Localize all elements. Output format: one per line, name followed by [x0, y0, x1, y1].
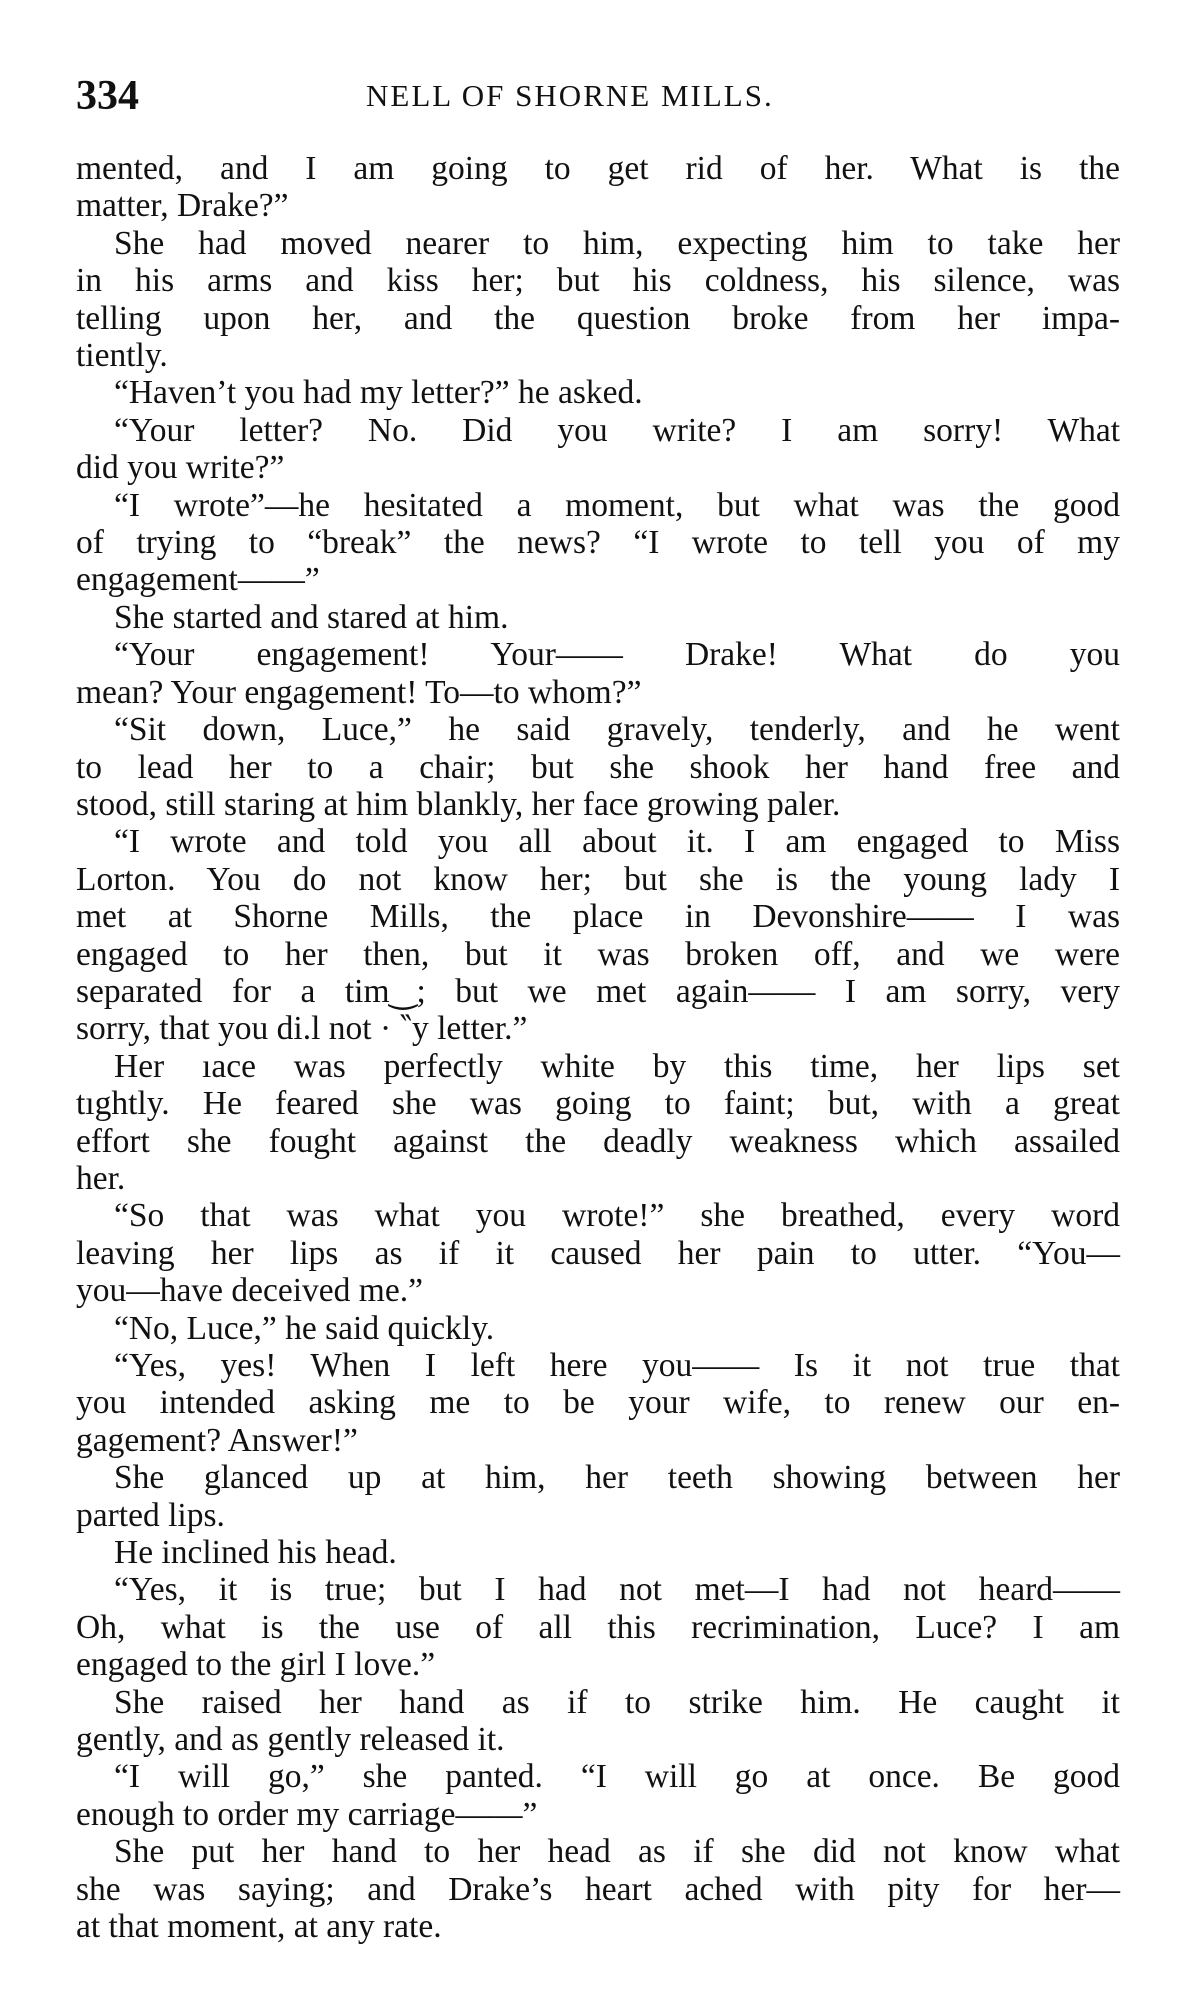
- text-line: sorry, that you di.l not · ‶y letter.”: [76, 1010, 528, 1048]
- text-line: of trying to “break” the news? “I wrote to tell you of my: [76, 524, 1120, 562]
- text-line: engaged to the girl I love.”: [76, 1646, 436, 1684]
- text-line: engagement——”: [76, 561, 320, 599]
- text-line: She started and stared at him.: [114, 598, 509, 636]
- text-line: “Your engagement! Your—— Drake! What do you: [114, 636, 1120, 674]
- text-line: Oh, what is the use of all this recrimination, Luce? I am: [76, 1608, 1120, 1646]
- page-header: [76, 72, 1116, 120]
- text-line: you intended asking me to be your wife, to renew our en-: [76, 1384, 1120, 1422]
- page-number: 334: [76, 73, 139, 119]
- text-line: in his arms and kiss her; but his coldness, his silence, was: [76, 262, 1120, 300]
- text-line: separated for a tim‿; but we met again—— I am sorry, very: [76, 972, 1120, 1010]
- text-line: her.: [76, 1159, 126, 1197]
- text-line: She put her hand to her head as if she did not know what: [114, 1833, 1120, 1871]
- text-line: “Yes, yes! When I left here you—— Is it not true that: [114, 1347, 1120, 1384]
- text-line: met at Shorne Mills, the place in Devonshire—— I was: [76, 898, 1120, 936]
- text-line: leaving her lips as if it caused her pain to utter. “You—: [76, 1234, 1120, 1272]
- text-line: engaged to her then, but it was broken off, and we were: [76, 935, 1120, 973]
- text-line: gagement? Answer!”: [76, 1421, 358, 1459]
- text-line: effort ѕhe fought against the deadly weakness which assailed: [76, 1122, 1120, 1160]
- text-line: She glanced up at him, her teeth showing between her: [114, 1459, 1120, 1497]
- text-line: Lorton. You do not know her; but she is the young lady I: [76, 860, 1120, 898]
- text-line: stood, still staring at him blankly, her face growing paler.: [76, 785, 841, 823]
- text-line: “No, Luce,” he said quickly.: [114, 1309, 495, 1347]
- text-line: to lead her to a chair; but she shook her hand free and: [76, 748, 1120, 786]
- text-line: tıghtly. He feared she was going to faint; but, with a great: [76, 1085, 1120, 1123]
- text-line: she was saying; and Drake’s heart ached with pity for her—: [76, 1870, 1120, 1908]
- text-line: matter, Drake?”: [76, 187, 289, 225]
- text-line: “So that was what you wrote!” she breathed, every word: [114, 1197, 1120, 1235]
- text-line: parted lips.: [76, 1496, 225, 1534]
- running-title: NELL OF SHORNE MILLS.: [366, 78, 774, 113]
- text-line: gently, and as gently released it.: [76, 1721, 505, 1759]
- text-line: He inclined his head.: [114, 1534, 397, 1572]
- text-line: “Sit down, Luce,” he said gravely, tenderly, and he went: [114, 711, 1120, 749]
- text-line: mented, and I am going to get rid of her. What is the: [76, 150, 1120, 187]
- text-line: “Haven’t you had my letter?” he asked.: [114, 374, 643, 412]
- text-line: at that moment, at any rate.: [76, 1908, 442, 1946]
- text-line: She had moved nearer to him, expecting him to take her: [114, 224, 1120, 262]
- text-line: did you write?”: [76, 449, 285, 487]
- text-line: “I will go,” she panted. “I will go at once. Be good: [114, 1758, 1120, 1796]
- text-line: telling upon her, and the question broke from her impa-: [76, 299, 1120, 337]
- text-line: tiently.: [76, 337, 168, 375]
- text-line: “Your letter? No. Did you write? I am sorry! What: [114, 411, 1120, 449]
- text-line: “Yes, it is true; but I had not met—I had not heard——: [114, 1571, 1120, 1609]
- text-line: “I wrote”—he hesitated a moment, but what was the good: [114, 486, 1120, 524]
- text-line: Her ıace was perfectly white by this time, her lips set: [114, 1047, 1120, 1085]
- body-text: [76, 150, 1120, 1946]
- text-line: you—have deceived me.”: [76, 1272, 423, 1310]
- text-line: She raised her hand as if to strike him. He caught it: [114, 1683, 1120, 1721]
- text-line: mean? Your engagement! To—to whom?”: [76, 673, 642, 711]
- text-line: enough to order my carriage——”: [76, 1795, 538, 1833]
- text-line: “I wrote and told you all about it. I am engaged to Miss: [114, 823, 1120, 861]
